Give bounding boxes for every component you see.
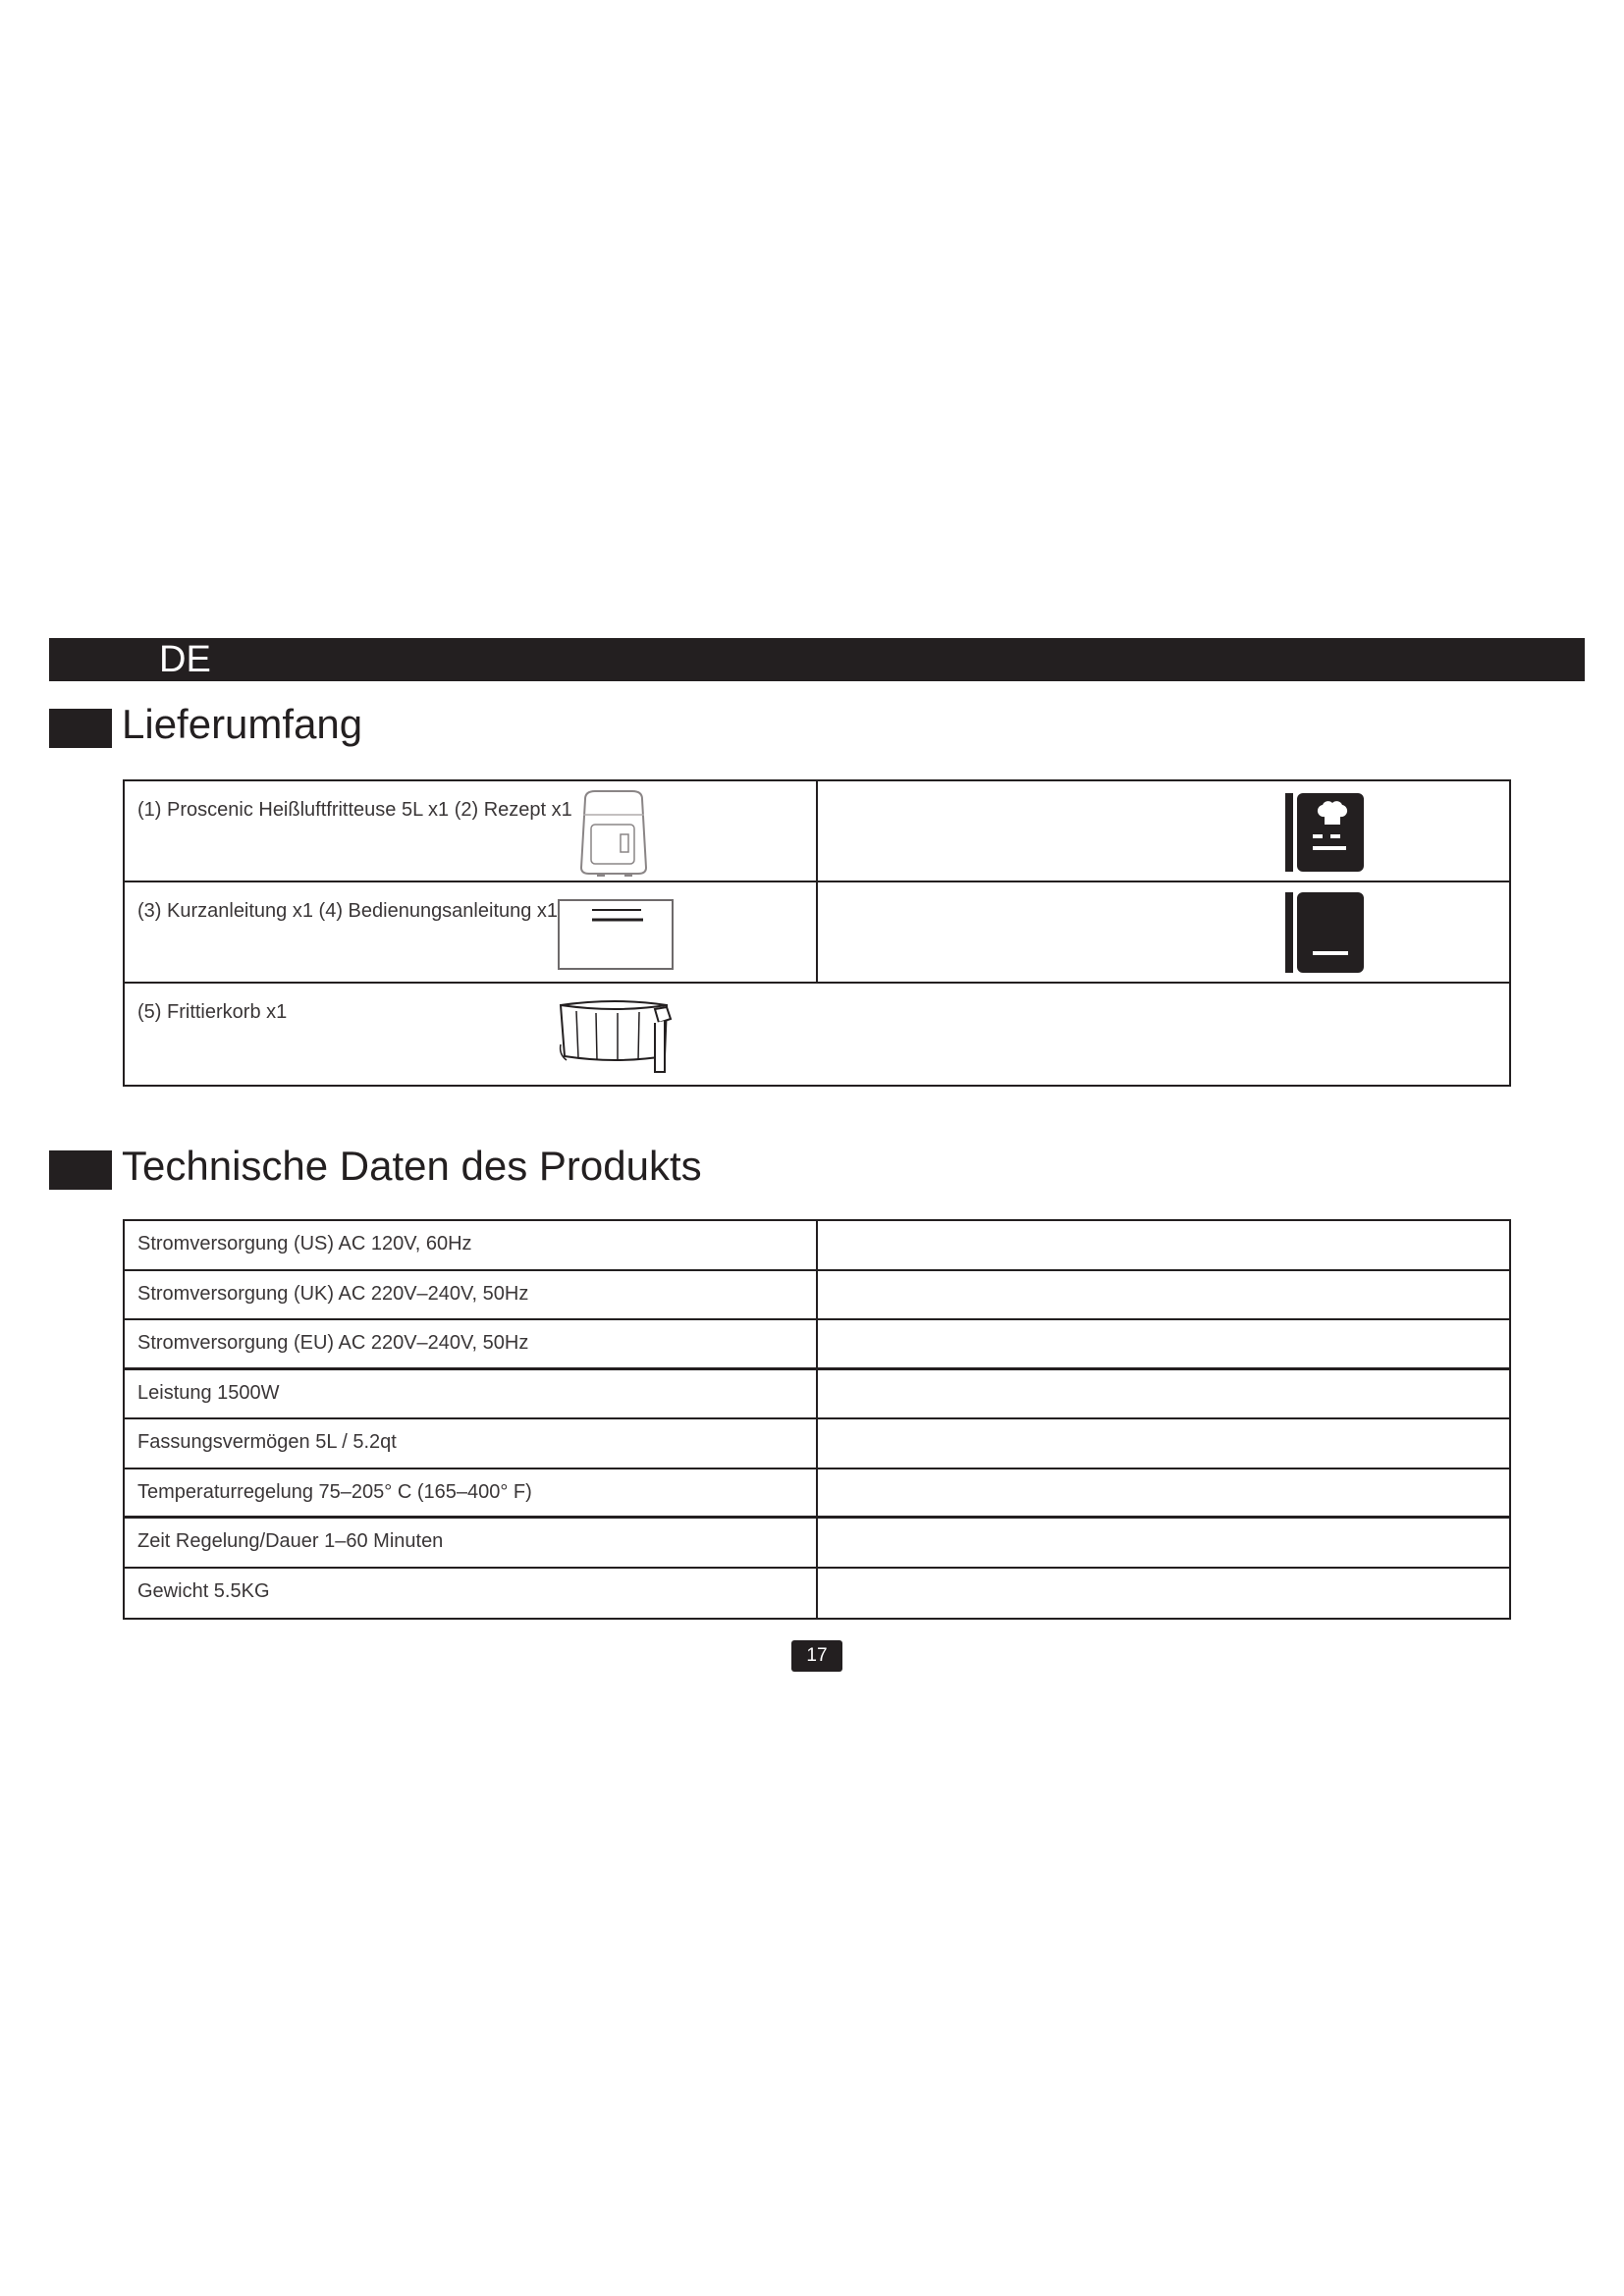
language-tag: DE: [159, 639, 211, 680]
spec-row: [125, 1519, 1509, 1569]
spec-capacity: Fassungsvermögen 5L / 5.2qt: [137, 1431, 397, 1453]
spec-row: [125, 1569, 1509, 1619]
air-fryer-icon: [571, 787, 654, 878]
spec-power-uk: Stromversorgung (UK) AC 220V–240V, 50Hz: [137, 1282, 529, 1305]
manual-book-icon: [1283, 890, 1366, 975]
spec-row: [125, 1370, 1509, 1420]
spec-power-rating: Leistung 1500W: [137, 1381, 280, 1404]
spec-weight: Gewicht 5.5KG: [137, 1579, 270, 1602]
spec-temperature: Temperaturregelung 75–205° C (165–400° F): [137, 1480, 532, 1503]
spec-row: [125, 1419, 1509, 1469]
section-marker: [49, 1150, 112, 1190]
scope-section-title: Lieferumfang: [122, 701, 363, 747]
scope-item-3-4: (3) Kurzanleitung x1 (4) Bedienungsanleitung x1: [137, 900, 559, 922]
frying-basket-icon: [557, 995, 675, 1074]
spec-row: [125, 1469, 1509, 1520]
quick-guide-icon: [557, 896, 675, 971]
spec-power-us: Stromversorgung (US) AC 120V, 60Hz: [137, 1233, 472, 1255]
spec-row: [125, 1320, 1509, 1370]
spec-power-eu: Stromversorgung (EU) AC 220V–240V, 50Hz: [137, 1332, 529, 1354]
specs-section-title: Technische Daten des Produkts: [122, 1143, 702, 1189]
specs-table: [123, 1219, 1511, 1620]
page-number: 17: [791, 1640, 842, 1672]
spec-row: [125, 1221, 1509, 1271]
scope-item-5: (5) Frittierkorb x1: [137, 1001, 288, 1023]
scope-row-1: [125, 781, 1509, 882]
scope-row-3: [125, 984, 1509, 1085]
recipe-book-icon: [1283, 791, 1366, 874]
spec-row: [125, 1271, 1509, 1321]
scope-table: [123, 779, 1511, 1087]
language-bar: [49, 638, 1585, 681]
section-marker: [49, 709, 112, 748]
spec-timer: Zeit Regelung/Dauer 1–60 Minuten: [137, 1530, 444, 1552]
scope-item-1-2: (1) Proscenic Heißluftfritteuse 5L x1 (2) Rezept x1: [137, 799, 572, 821]
scope-row-2: [125, 882, 1509, 984]
